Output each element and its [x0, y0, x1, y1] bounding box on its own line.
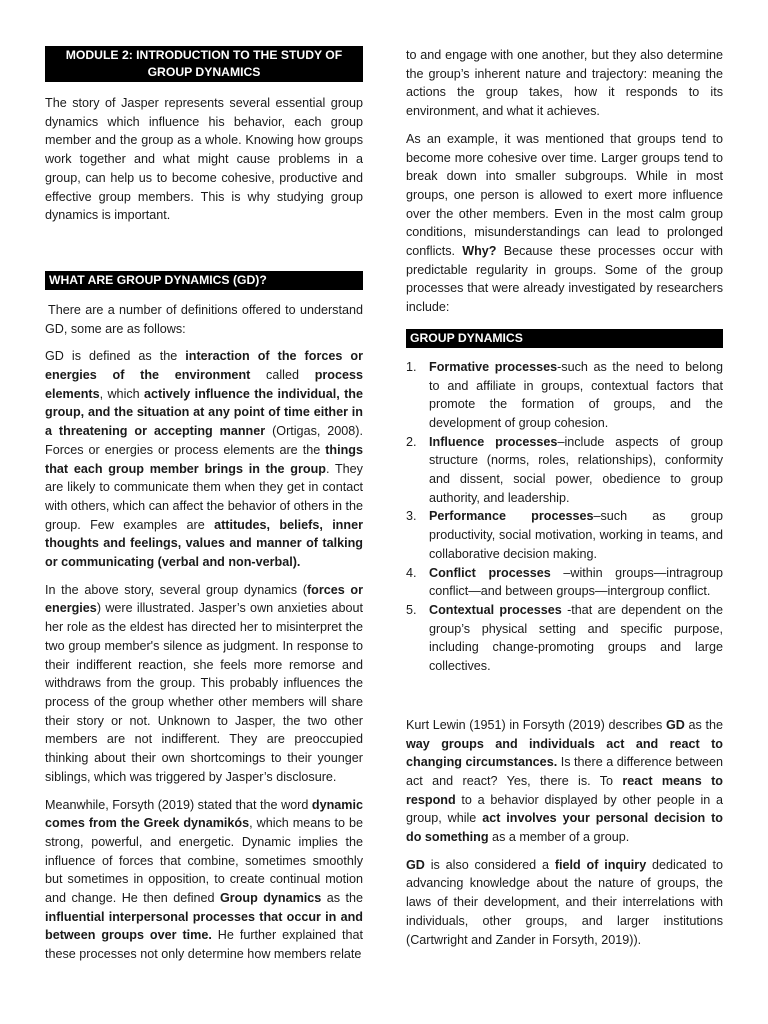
list-item: 2. Influence processes–include aspects of group structure (norms, roles, relationships), conformity and dissent, social power, obedience to group authority, and leadership.	[406, 434, 723, 505]
section-title-what-are-gd: WHAT ARE GROUP DYNAMICS (GD)?	[45, 271, 363, 290]
definition-paragraph: GD is defined as the interaction of the forces or energies of the environment called process elements, which actively influence the individual, the group, and the situation at any point of time either in a threatening or accepting manner (Ortigas, 2008). Forces or energies or process elements are the things that each group member brings in the group. They are likely to communicate them when they get in contact with others, which can affect the behavior of others in the group. Few examples are attitudes, beliefs, inner thoughts and feelings, values and manner of talking or communicating (verbal and non-verbal).	[45, 349, 364, 570]
left-column	[45, 46, 363, 964]
module-title: MODULE 2: INTRODUCTION TO THE STUDY OF GROUP DYNAMICS	[45, 46, 363, 82]
list-item: 4. Conflict processes –within groups—intragroup conflict—and between groups—intergroup conflict.	[406, 565, 723, 599]
intro-paragraph: The story of Jasper represents several essential group dynamics which influence his behavior, each group member and the group as a whole. Knowing how groups work together and what might cause problems in a group, can help us to become cohesive, productive and effective group members. This is why studying group dynamics is important.	[45, 96, 363, 223]
section-title-group-dynamics: GROUP DYNAMICS	[406, 329, 723, 348]
forsyth-paragraph: Meanwhile, Forsyth (2019) stated that the word dynamic comes from the Greek dynamikós, which means to be strong, powerful, and energetic. Dynamic implies the influence of forces that combine, sometimes smoothly but sometimes in opposition, to create continual motion and change. He then defined Group dynamics as the influential interpersonal processes that occur in and between groups over time. He further explained that these processes not only determine how members relate	[45, 797, 364, 962]
processes-list	[406, 358, 723, 676]
definitions-intro: There are a number of definitions offered to understand GD, some are as follows:	[45, 302, 363, 336]
field-of-inquiry-paragraph: GD is also considered a field of inquiry dedicated to advancing knowledge about the nature of groups, the laws of their development, and their interrelations with individuals, other groups, and larger institutions (Cartwright and Zander in Forsyth, 2019)).	[406, 857, 723, 947]
story-paragraph: In the above story, several group dynamics (forces or energies) were illustrated. Jasper’s own anxieties about her role as the eldest has directed her to misinterpret the two group member's silence as judgment. In response to their indifferent reaction, she feels more remorse and withdraws from the group. This probably influences the process of the group whether other members will share their story or not. Unknown to Jasper, the two other members are not indifferent. They are preoccupied thinking about their own shortcomings to their younger siblings, which was triggered by Jasper’s disclosure.	[45, 582, 363, 784]
lewin-paragraph: Kurt Lewin (1951) in Forsyth (2019) describes GD as the way groups and individuals act and react to changing circumstances. Is there a difference between act and react? Yes, there is. To react means to respond to a behavior displayed by other people in a group, while act involves your personal decision to do something as a member of a group.	[406, 717, 723, 845]
list-item: 3. Performance processes–such as group productivity, social motivation, working in teams, and collaborative decision making.	[406, 509, 723, 561]
example-paragraph: As an example, it was mentioned that groups tend to become more cohesive over time. Larger groups tend to break down into smaller subgroups. While in most groups, one person is allowed to exert more influence over the other members. Even in the most calm group conditions, misunderstandings can lead to prolonged conflicts. Why? Because these processes occur with predictable regularity in groups. Some of the group processes that were already investigated by researchers include:	[406, 131, 723, 315]
continuation-paragraph: to and engage with one another, but they also determine the group’s inherent nature and trajectory: meaning the actions the group takes, how it responds to its environment, and what it achieves.	[406, 48, 723, 119]
list-item: 5. Contextual processes -that are dependent on the group’s physical setting and specific purpose, including change-promoting groups and large collectives.	[406, 602, 723, 674]
right-column	[406, 46, 723, 949]
list-item: 1. Formative processes-such as the need to belong to and affiliate in groups, contextual factors that promote the formation of groups, and the development of group cohesion.	[406, 359, 723, 430]
